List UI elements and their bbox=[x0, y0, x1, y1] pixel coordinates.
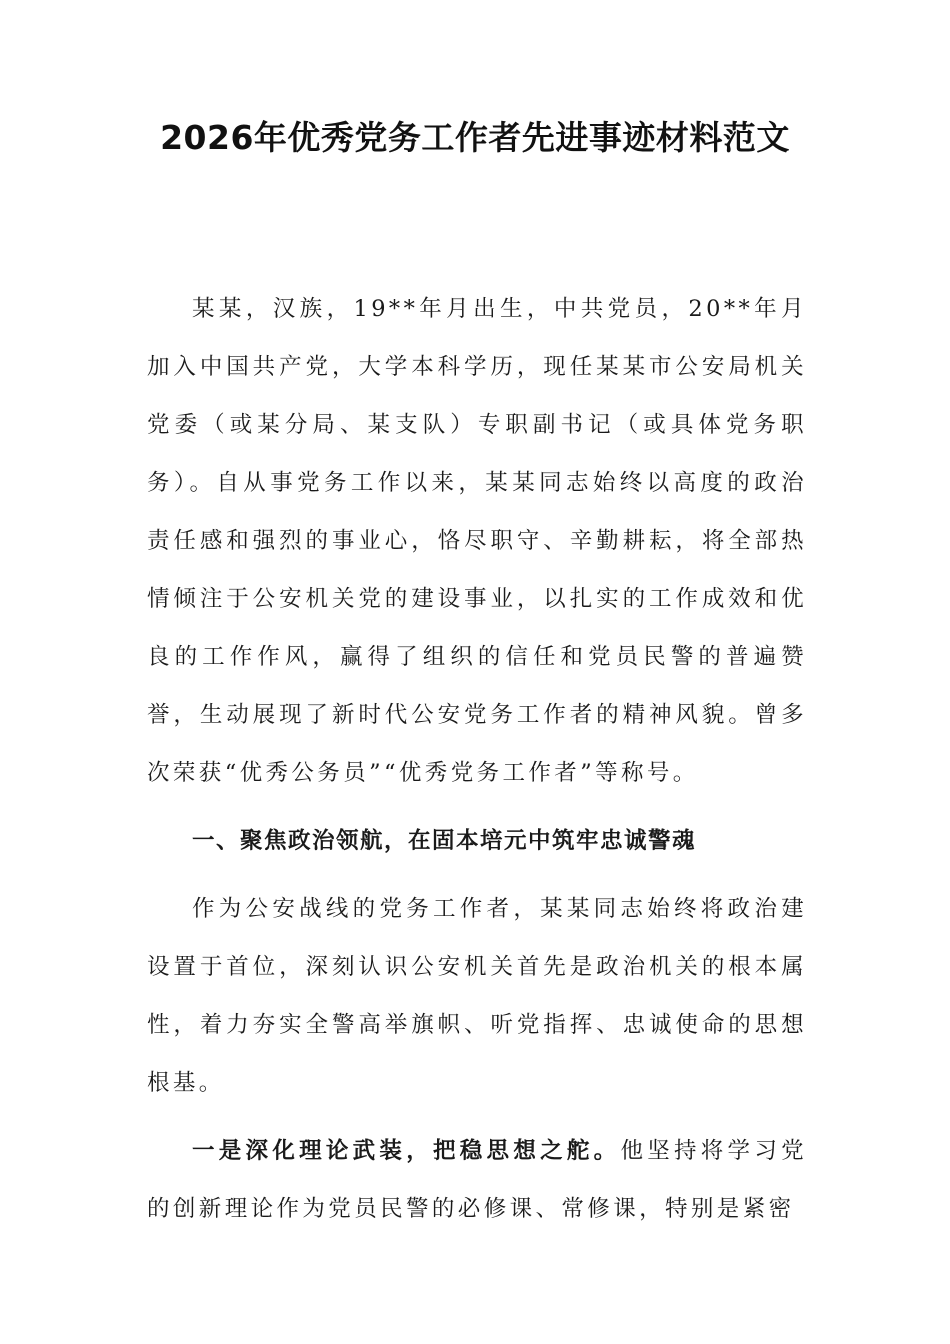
point-paragraph bbox=[147, 1122, 807, 1238]
section-heading: 一、聚焦政治领航，在固本培元中筑牢忠诚警魂 bbox=[192, 828, 697, 854]
point-body: 他坚持将学习党的创新理论作为党员民警的必修课、常修课，特别是紧密 bbox=[147, 1138, 807, 1222]
section-paragraph: 作为公安战线的党务工作者，某某同志始终将政治建设置于首位，深刻认识公安机关首先是政治机关的根本属性，着力夯实全警高举旗帜、听党指挥、忠诚使命的思想根基。 bbox=[147, 896, 807, 1096]
intro-paragraph: 某某，汉族，19**年月出生，中共党员，20**年月加入中国共产党，大学本科学历，现任某某市公安局机关党委（或某分局、某支队）专职副书记（或具体党务职务）。自从事党务工作以来，某某同志始终以高度的政治责任感和强烈的事业心，恪尽职守、辛勤耕耘，将全部热情倾注于公安机关党的建设事业，以扎实的工作成效和优良的工作作风，赢得了组织的信任和党员民警的普遍赞誉，生动展现了新时代公安党务工作者的精神风貌。曾多次荣获“优秀公务员”“优秀党务工作者”等称号。 bbox=[147, 296, 807, 786]
point-lead-in: 一是深化理论武装，把稳思想之舵。 bbox=[192, 1138, 621, 1164]
document-body bbox=[147, 280, 807, 1238]
document-title: 2026年优秀党务工作者先进事迹材料范文 bbox=[160, 118, 790, 157]
